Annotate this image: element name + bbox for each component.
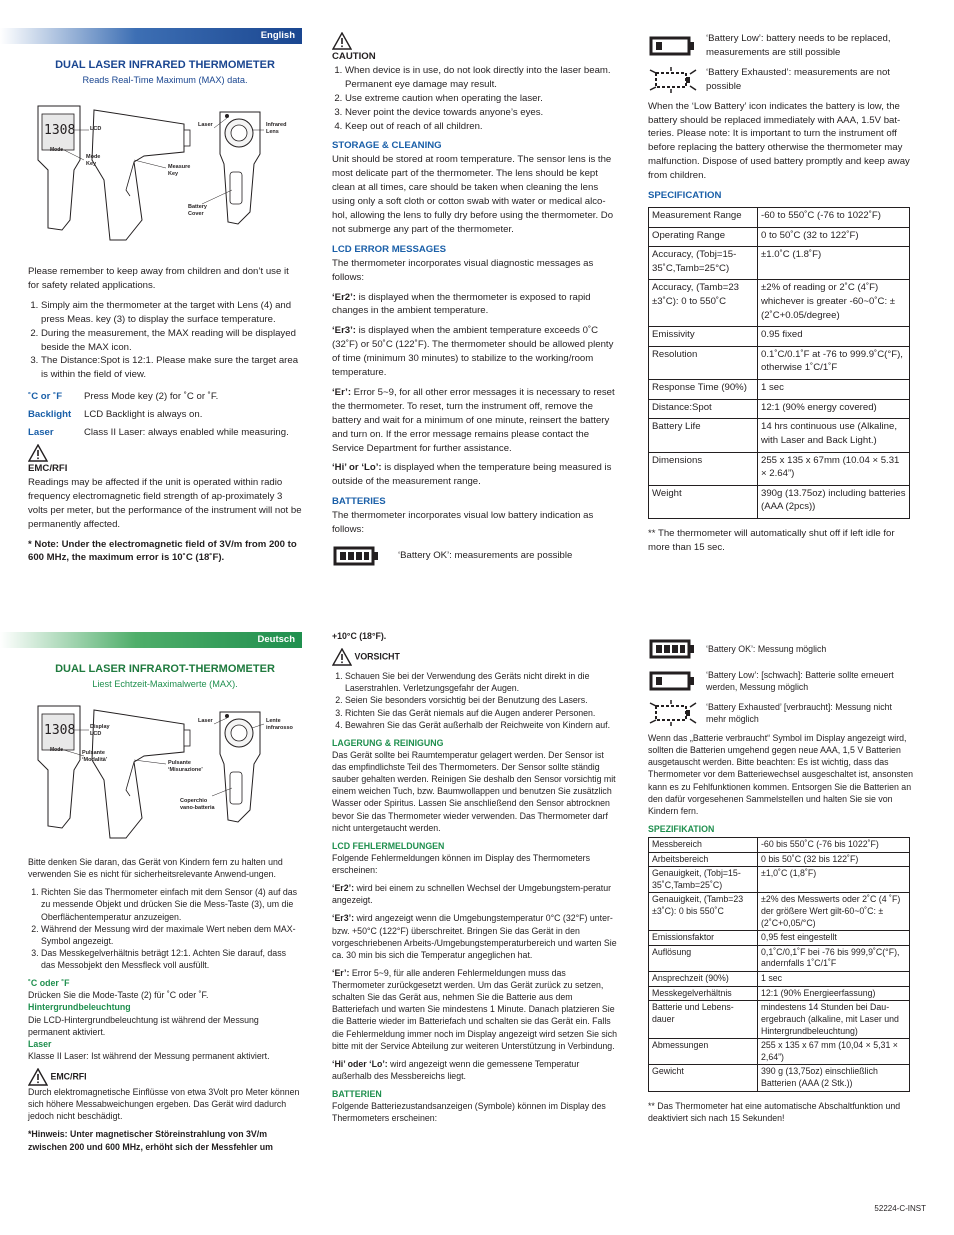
label-infrared-lens: Infrared Lens: [266, 122, 287, 135]
table-row: [649, 380, 910, 400]
table-row: [649, 346, 910, 379]
de-key-laser-desc: Klasse II Laser: Ist während der Messung permanent aktiviert.: [28, 1050, 270, 1061]
en-col-1: [28, 58, 302, 87]
battery-exhausted-icon: [648, 67, 700, 93]
spec-label: Batterie und Lebens-dauer: [649, 1001, 758, 1039]
de-emc-note: *Hinweis: Unter magnetischer Störeinstrahlung von 3V/m zwischen 200 und 600 MHz, erhöht sich der Messfehler um: [28, 1129, 273, 1152]
table-row: [649, 280, 910, 327]
spec-value: -60 bis 550˚C (-76 bis 1022˚F): [758, 838, 910, 853]
spec-value: ±2% des Messwerts oder 2˚C (4 ˚F) der größere Wert gilt-60~0˚C: ±(2˚C+0,05/°C): [758, 893, 910, 931]
table-row: [649, 399, 910, 419]
table-row: [649, 986, 910, 1001]
spec-label: Weight: [649, 485, 758, 518]
de-error-hilo: [332, 1058, 620, 1082]
error-text: Error 5~9, for all other error messages it is necessary to reset the thermometer. To reset, turn the instrument off, remove the battery and wait for a minimum of one minute, reinsert the battery and turn on. If the error message remains please contact the Service Department for further assistance.: [332, 386, 615, 454]
battery-low-text: ‘Battery Low’: [schwach]: Batterie sollte erneuert werden, Messung möglich: [706, 669, 894, 692]
de-key-backlight: Hintergrundbeleuchtung: [28, 1002, 131, 1013]
en-col-3: [648, 32, 914, 561]
de-spec-table: [648, 837, 910, 1092]
spec-label: Accuracy, (Tobj=15-35˚C,Tamb=25°C): [649, 247, 758, 280]
list-item: 1. Richten Sie das Thermometer einfach mit dem Sensor (4) auf das zu messende Objekt und drücken Sie die Mess-Taste (3), um die Oberflächentemperatur anzuzeigen.: [41, 886, 302, 922]
en-col-1-body: [28, 265, 302, 571]
table-row: [649, 1001, 910, 1039]
spec-label: Arbeitsbereich: [649, 852, 758, 867]
list-item: 4. Bewahren Sie das Gerät außerhalb der Reichweite von Kindern auf.: [345, 719, 620, 731]
de-error-er3: [332, 912, 620, 961]
de-subtitle: Liest Echtzeit-Maximalwerte (MAX).: [92, 678, 238, 689]
table-row: [649, 247, 910, 280]
table-row: [649, 207, 910, 227]
table-row: [649, 452, 910, 485]
table-row: [649, 867, 910, 893]
en-emc-text: Readings may be affected if the unit is operated within radio frequency electromagnetic field strength of ap-proximately 3 volts per meter, but the performance of the instrument will not be permanently affected.: [28, 476, 302, 530]
en-batteries-intro: The thermometer incorporates visual low battery indication as follows:: [332, 510, 594, 536]
spec-value: 0 bis 50˚C (32 bis 122˚F): [758, 852, 910, 867]
spec-value: 390g (13.75oz) including batteries (AAA (2pcs)): [758, 485, 910, 518]
spec-label: Emissionsfaktor: [649, 931, 758, 946]
spec-value: 0.95 fixed: [758, 327, 910, 347]
spec-value: 255 x 135 x 67 mm (10,04 × 5,31 × 2,64”): [758, 1039, 910, 1065]
spec-label: Gewicht: [649, 1065, 758, 1091]
lcd-mode-text: Mode: [50, 147, 64, 153]
error-code: ‘Er3’:: [332, 325, 356, 337]
table-row: [649, 852, 910, 867]
de-col-1: [28, 662, 302, 691]
de-intro: Bitte denken Sie daran, das Gerät von Kindern fern zu halten und verwenden Sie es nicht für sicherheitsrelevante Anwend-ungen.: [28, 857, 283, 880]
spec-value: -60 to 550˚C (-76 to 1022˚F): [758, 207, 910, 227]
de-col-3: [648, 636, 914, 1130]
spec-label: Measurement Range: [649, 207, 758, 227]
spec-value: 12:1 (90% Energieerfassung): [758, 986, 910, 1001]
document-code: 52224-C-INST: [874, 1204, 926, 1214]
list-item: 3. Never point the device towards anyone’s eyes.: [345, 106, 620, 120]
de-caution-list: [332, 670, 620, 731]
battery-low-icon: [648, 33, 700, 59]
battery-ok-text: ‘Battery OK’: measurements are possible: [398, 550, 573, 562]
spec-value: 14 hrs continuous use (Alkaline, with Laser and Back Light.): [758, 419, 910, 452]
list-item: 1. When device is in use, do not look directly into the laser beam. Permanent eye damage may result.: [345, 64, 620, 92]
error-code: ‘Er’:: [332, 386, 352, 398]
de-spec-note: ** Das Thermometer hat eine automatische Abschaltfunktion und deaktiviert sich nach 15 Sekunden!: [648, 1100, 901, 1123]
battery-exhausted-text: ‘Battery Exhausted’: measurements are not possible: [706, 66, 890, 92]
spec-label: Operating Range: [649, 227, 758, 247]
key-unit-desc: Press Mode key (2) for ˚C or ˚F.: [84, 391, 219, 403]
error-code: ‘Hi’ or ‘Lo’:: [332, 462, 382, 474]
battery-ok-icon: [648, 636, 700, 662]
de-batteries-title: BATTERIEN: [332, 1089, 382, 1099]
table-row: [649, 485, 910, 518]
en-title: DUAL LASER INFRARED THERMOMETER: [55, 59, 275, 71]
label-mode-key: Mode Key: [86, 154, 101, 167]
battery-ok-row: [648, 636, 914, 662]
de-spec-title: SPEZIFIKATION: [648, 823, 715, 834]
battery-low-row: [648, 668, 914, 694]
spec-label: Battery Life: [649, 419, 758, 452]
en-storage-text: Unit should be stored at room temperature. The sensor lens is the most delicate part of the thermometer. The lens should be kept clean at all times, care should be taken when cleaning the lens using only a soft cloth or cotton swab with water or medical alco-hol, allowing the lens to fully dry before using the thermometer. Do not submerge any part of the thermometer.: [332, 154, 614, 235]
list-item: 3. Das Messkegelverhältnis beträgt 12:1. Achten Sie darauf, dass das Messobjekt den Messfleck voll ausfüllt.: [41, 947, 302, 971]
table-row: [649, 1065, 910, 1091]
spec-label: Accuracy, (Tamb=23 ±3˚C): 0 to 550˚C: [649, 280, 758, 327]
spec-label: Dimensions: [649, 452, 758, 485]
de-col-1-body: [28, 856, 302, 1159]
de-lcd-intro: Folgende Fehlermeldungen können im Display des Thermometers erscheinen:: [332, 852, 591, 875]
battery-ok-icon: [332, 543, 384, 569]
key-backlight-desc: LCD Backlight is always on.: [84, 409, 203, 421]
label-infrared-lens: Lente infrarosso: [266, 718, 293, 731]
de-key-unit: ˚C oder ˚F: [28, 978, 70, 989]
table-row: [649, 227, 910, 247]
table-row: [649, 972, 910, 987]
battery-exhausted-row: [648, 700, 914, 726]
error-code: ‘Er3’:: [332, 913, 355, 924]
table-row: [649, 419, 910, 452]
spec-label: Resolution: [649, 346, 758, 379]
label-lcd: LCD: [90, 126, 102, 132]
spec-label: Messbereich: [649, 838, 758, 853]
spec-value: 12:1 (90% energy covered): [758, 399, 910, 419]
error-text: wird angezeigt wenn die Umgebungstemperatur 0°C (32°F) unter- bzw. +50°C (122°F) überschreitet. Bringen Sie das Gerät in den vorgeschriebenen Arbeits-/Umgebungstemperaturbereich und warten Sie ca. 30 min bis sich die Temperatur angeglichen hat.: [332, 913, 617, 960]
label-measure-key: Pulsante ‘Misurazione’: [168, 760, 203, 773]
list-item: 3. The Distance:Spot is 12:1. Please make sure the target area is within the field of view.: [41, 354, 302, 382]
en-spec-table: [648, 207, 910, 519]
de-storage-text: Das Gerät sollte bei Raumtemperatur gelagert werden. Der Sensor ist das empfindlichste Teil des Thermometers. Der Sensor sollte ständig sauber gehalten werden. Reinigen Sie deshalb den Sensor vorsichtig mit einem weichen Tuch, bzw. Baumwollappen und benutzen Sie zusätzlich Wasser oder Spiritus. Lassen Sie anschließend den Sensor abtrocknen bevor Sie das Thermometer wieder verwenden. Das Thermometer darf nicht untergetaucht werden.: [332, 749, 616, 833]
spec-value: 0 to 50˚C (32 to 122˚F): [758, 227, 910, 247]
label-laser: Laser: [198, 122, 213, 128]
en-thermometer-figure: [34, 100, 294, 260]
en-caution-title: CAUTION: [332, 51, 376, 62]
spec-value: 0.1˚C/0.1˚F at -76 to 999.9˚C(°F), otherwise 1˚C/1˚F: [758, 346, 910, 379]
key-laser: Laser: [28, 427, 54, 439]
spec-label: Abmessungen: [649, 1039, 758, 1065]
de-caution-heading: [332, 648, 620, 666]
error-text: wird angezeigt wenn die gemessene Temperatur außerhalb des Messbereichs liegt.: [332, 1058, 580, 1081]
error-text: Error 5~9, für alle anderen Fehlermeldungen muss das Thermometer zurückgesetzt werden. Um das Gerät zurück zu setzen, schalten Sie das Gerät aus, nehmen Sie die Batterie aus dem Batteriefach und warten Sie mindestens 1 Minute. Danach platzieren Sie die Batterie wieder im Batteriefach und schalten sie das Gerät ein. Falls die Fehlermeldung immer noch im Display angezeigt wird setzen Sie sich bitte mit der Service Abteilung zur weiteren Unterstützung in Verbindung.: [332, 967, 618, 1051]
spec-label: Emissivity: [649, 327, 758, 347]
warning-icon: [28, 444, 48, 462]
spec-label: Genauigkeit, (Tobj=15-35˚C,Tamb=25˚C): [649, 867, 758, 893]
en-intro: Please remember to keep away from children and don’t use it for safety related applications.: [28, 266, 289, 291]
label-lcd: Display LCD: [90, 724, 110, 737]
de-col-2: [332, 630, 620, 1130]
list-item: 1. Simply aim the thermometer at the target with Lens (4) and press Meas. key (3) to display the surface temperature.: [41, 299, 302, 327]
battery-exhausted-row: [648, 66, 914, 94]
en-error-er3: [332, 324, 620, 380]
spec-value: 390 g (13,75oz) einschließlich Batterien (AAA (2 Stk.)): [758, 1065, 910, 1091]
error-text: is displayed when the ambient temperature exceeds 0˚C (32˚F) or 50˚C (122˚F). The thermometer should be allowed plenty of time (minimum 30 minutes) to stabilize to the working/room temperature.: [332, 325, 614, 379]
de-emc-heading: [28, 1068, 302, 1086]
label-laser: Laser: [198, 718, 213, 724]
battery-exhausted-text: ‘Battery Exhausted’ [verbraucht]: Messung nicht mehr möglich: [706, 701, 892, 724]
battery-ok-text: ‘Battery OK’: Messung möglich: [706, 643, 827, 654]
spec-label: Ansprechzeit (90%): [649, 972, 758, 987]
en-subtitle: Reads Real-Time Maximum (MAX) data.: [82, 74, 248, 85]
key-backlight: Backlight: [28, 409, 72, 421]
spec-value: 1 sec: [758, 972, 910, 987]
en-caution-list: [332, 64, 620, 134]
de-emc-note-cont: +10°C (18°F).: [332, 631, 387, 641]
de-steps: [28, 886, 302, 971]
en-spec-title: SPECIFICATION: [648, 190, 722, 202]
battery-low-icon: [648, 668, 700, 694]
lang-banner-en: English: [0, 28, 302, 44]
spec-label: Response Time (90%): [649, 380, 758, 400]
table-row: [649, 931, 910, 946]
label-mode-key: Pulsante ‘Modalità’: [82, 750, 108, 763]
key-unit: ˚C or ˚F: [28, 391, 63, 403]
de-error-er2: [332, 882, 620, 906]
table-row: [649, 838, 910, 853]
de-key-laser: Laser: [28, 1038, 52, 1049]
de-caution-title: VORSICHT: [354, 651, 400, 662]
en-spec-note: ** The thermometer will automatically shut off if left idle for more than 15 sec.: [648, 527, 895, 553]
de-batteries-intro: Folgende Batteriezustandsanzeigen (Symbole) können im Display des Thermometers erscheinen:: [332, 1101, 606, 1124]
en-emc-title: EMC/RFI: [28, 462, 68, 474]
battery-low-text: ‘Battery Low’: battery needs to be replaced, measurements are still possible: [706, 33, 891, 58]
en-steps: [28, 299, 302, 382]
error-text: is displayed when the thermometer is exposed to rapid changes in the ambient temperature.: [332, 291, 591, 317]
list-item: 1. Schauen Sie bei der Verwendung des Geräts nicht direkt in die Laserstrahlen. Verletzungsgefahr der Augen.: [345, 670, 620, 694]
error-code: ‘Er’:: [332, 967, 350, 978]
list-item: 3. Richten Sie das Gerät niemals auf die Augen anderer Personen.: [345, 707, 620, 719]
warning-icon: [332, 648, 352, 666]
de-error-er: [332, 967, 620, 1052]
list-item: 2. Use extreme caution when operating the laser.: [345, 92, 620, 106]
error-text: wird bei einem zu schnellen Wechsel der Umgebungstem-peratur angezeigt.: [332, 883, 612, 906]
de-title: DUAL LASER INFRAROT-THERMOMETER: [55, 663, 275, 675]
list-item: 2. During the measurement, the MAX reading will be displayed beside the MAX icon.: [41, 327, 302, 355]
en-lcd-intro: The thermometer incorporates visual diagnostic messages as follows:: [332, 257, 594, 283]
en-emc-note: * Note: Under the electromagnetic field of 3V/m from 200 to 600 MHz, the maximum error is 10˚C (18˚F).: [28, 538, 297, 564]
error-code: ‘Er2’:: [332, 883, 355, 894]
battery-low-row: [648, 32, 914, 60]
en-batteries-title: BATTERIES: [332, 496, 386, 508]
en-lcd-title: LCD ERROR MESSAGES: [332, 243, 447, 255]
error-text: is displayed when the temperature being measured is outside of the measurement range.: [332, 462, 612, 488]
error-code: ‘Er2’:: [332, 291, 356, 303]
battery-exhausted-icon: [648, 700, 700, 726]
spec-value: ±1.0˚C (1.8˚F): [758, 247, 910, 280]
warning-icon: [332, 32, 352, 50]
en-error-er: [332, 386, 620, 456]
spec-label: Genauigkeit, (Tamb=23 ±3˚C): 0 bis 550˚C: [649, 893, 758, 931]
de-key-backlight-desc: Die LCD-Hintergrundbeleuchtung ist während der Messung permanent aktiviert.: [28, 1014, 259, 1037]
lcd-reading: 1308: [44, 723, 76, 738]
list-item: 2. Während der Messung wird der maximale Wert neben dem MAX-Symbol angezeigt.: [41, 923, 302, 947]
de-storage-title: LAGERUNG & REINIGUNG: [332, 737, 444, 748]
battery-ok-row: [332, 543, 620, 569]
en-battery-text: When the ‘Low Battery’ icon indicates the battery is low, the battery should be replaced immediately with AAA, 1.5V bat-teries. Please note: It is important to turn the instrument off before replacing the battery otherwise the thermometer may malfunction. Dispose of used battery promptly and keep away from children.: [648, 100, 910, 182]
spec-label: Auflösung: [649, 945, 758, 971]
label-battery-cover: Battery Cover: [188, 204, 207, 217]
error-code: ‘Hi’ oder ‘Lo’:: [332, 1058, 388, 1069]
spec-value: 0,1˚C/0,1˚F bei -76 bis 999,9˚C(°F), andernfalls 1˚C/1˚F: [758, 945, 910, 971]
warning-icon: [28, 1068, 48, 1086]
de-battery-text: Wenn das „Batterie verbraucht“ Symbol im Display angezeigt wird, sollten die Batterien umgehend gegen neue AAA, 1,5 V Batterien ausgetauscht werden. Bitte beachten: Es ist wichtig, dass das Thermometer vor dem Batteriewechsel ausgeschaltet ist, ansonsten kann es zu Fehlfunktionen kommen. Entsorgen Sie die Batterien an den dafür vorgesehenen Sammelstellen und halten Sie sie von Kindern fern.: [648, 733, 914, 816]
spec-value: ±1,0˚C (1,8˚F): [758, 867, 910, 893]
label-measure-key: Measure Key: [168, 164, 191, 177]
de-emc-title: EMC/RFI: [50, 1071, 87, 1082]
spec-value: mindestens 14 Stunden bei Dau-ergebrauch (alkaline, mit Laser und Hintergrundbeleuchtung): [758, 1001, 910, 1039]
en-error-hilo: [332, 461, 620, 489]
spec-label: Distance:Spot: [649, 399, 758, 419]
lang-banner-de: Deutsch: [0, 632, 302, 648]
key-laser-desc: Class II Laser: always enabled while measuring.: [84, 427, 289, 439]
list-item: 2. Seien Sie besonders vorsichtig bei der Benutzung des Lasers.: [345, 694, 620, 706]
de-key-unit-desc: Drücken Sie die Mode-Taste (2) für ˚C oder ˚F.: [28, 990, 209, 1001]
table-row: [649, 327, 910, 347]
list-item: 4. Keep out of reach of all children.: [345, 120, 620, 134]
spec-value: 1 sec: [758, 380, 910, 400]
lcd-reading: 1308: [44, 123, 76, 138]
spec-value: 0,95 fest eingestellt: [758, 931, 910, 946]
de-emc-text: Durch elektromagnetische Einflüsse von etwa 3Volt pro Meter können sich höhere Messabweichungen ergeben. Das Gerät wird dadurch jedoch nicht beschädigt.: [28, 1087, 300, 1122]
en-error-er2: [332, 291, 620, 319]
table-row: [649, 893, 910, 931]
en-storage-title: STORAGE & CLEANING: [332, 140, 442, 152]
lcd-mode-text: Mode: [50, 747, 64, 753]
label-battery-cover: Coperchio vano-batteria: [180, 798, 215, 811]
table-row: [649, 945, 910, 971]
spec-label: Messkegelverhältnis: [649, 986, 758, 1001]
spec-value: ±2% of reading or 2˚C (4˚F) whichever is greater -60~0˚C: ±(2˚C+0.05/degree): [758, 280, 910, 327]
spec-value: 255 x 135 x 67mm (10.04 × 5.31 × 2.64”): [758, 452, 910, 485]
de-lcd-title: LCD FEHLERMELDUNGEN: [332, 840, 445, 851]
en-col-2: [332, 32, 620, 579]
de-thermometer-figure: [34, 700, 294, 850]
table-row: [649, 1039, 910, 1065]
